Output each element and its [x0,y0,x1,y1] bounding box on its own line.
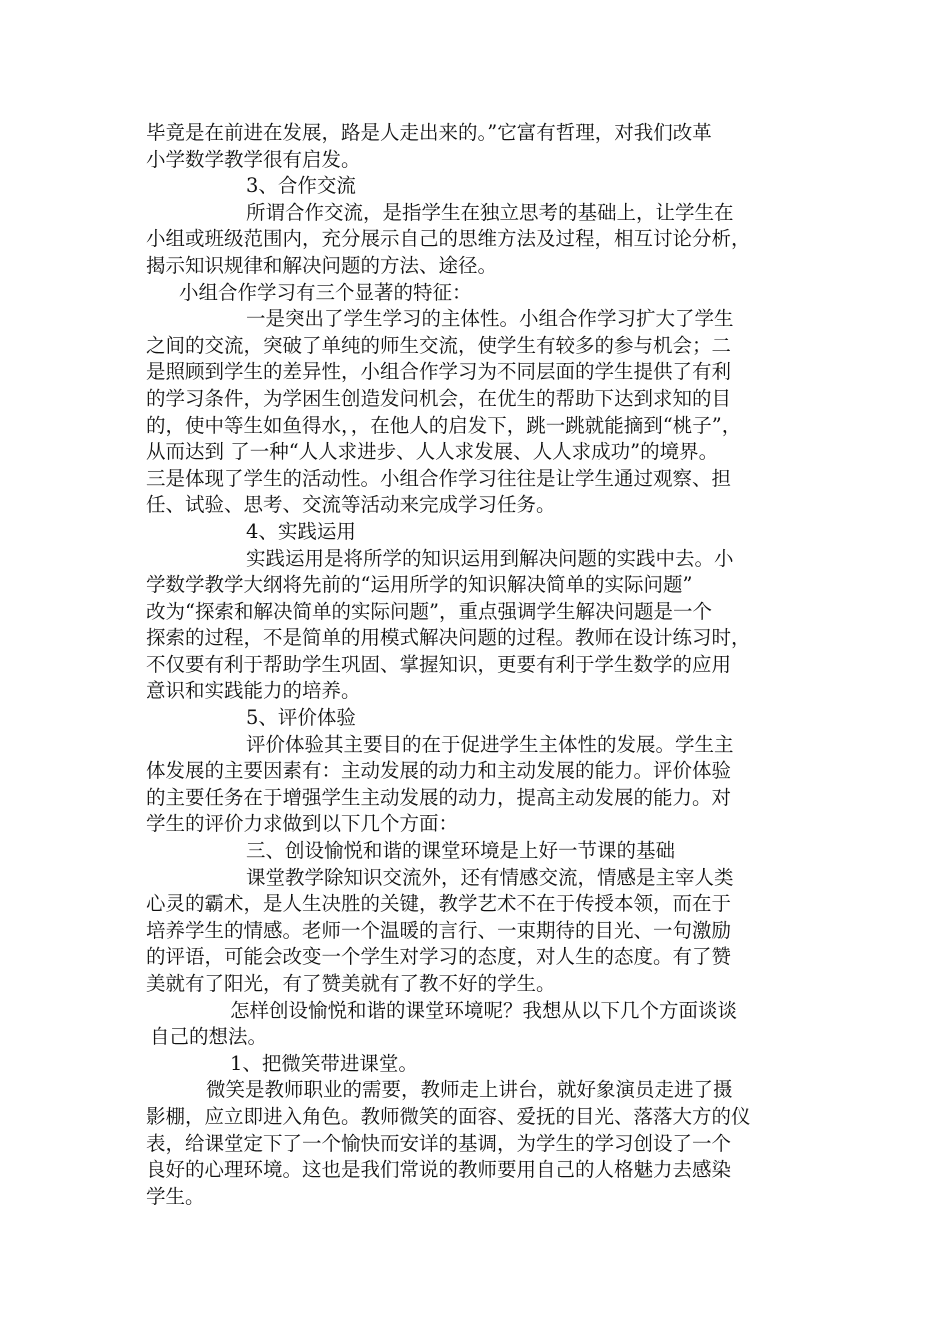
text-line: 揭示知识规律和解决问题的方法、途径。 [146,253,498,277]
text-line: 评价体验其主要目的在于促进学生主体性的发展。学生主 [246,732,734,756]
text-line: 的学习条件，为学困生创造发问机会，在优生的帮助下达到求知的目 [146,386,732,410]
text-line: 不仅要有利于帮助学生巩固、掌握知识，更要有利于学生数学的应用 [146,652,732,676]
text-line: 小组合作学习有三个显著的特征： [179,280,472,304]
text-line: 学生。 [146,1184,205,1208]
text-line: 探索的过程，不是简单的用模式解决问题的过程。教师在设计练习时， [146,626,751,650]
text-line: 良好的心理环境。这也是我们常说的教师要用自己的人格魅力去感染 [146,1158,732,1182]
text-line: 美就有了阳光，有了赞美就有了教不好的学生。 [146,972,556,995]
text-line: 是照顾到学生的差异性，小组合作学习为不同层面的学生提供了有利 [146,360,732,384]
text-line: 4、实践运用 [246,519,356,543]
text-line: 所谓合作交流，是指学生在独立思考的基础上，让学生在 [246,200,734,224]
text-line: 怎样创设愉悦和谐的课堂环境呢？我想从以下几个方面谈谈 [230,998,738,1022]
text-line: 培养学生的情感。老师一个温暖的言行、一束期待的目光、一句激励 [146,918,732,942]
text-line: 意识和实践能力的培养。 [146,679,361,703]
text-line: 影棚，应立即进入角色。教师微笑的面容、爱抚的目光、落落大方的仪 [146,1104,751,1128]
text-line: 三是体现了学生的活动性。小组合作学习往往是让学生通过观察、担 [146,466,732,490]
text-line: 小组或班级范围内，充分展示自己的思维方法及过程，相互讨论分析， [146,227,751,251]
text-line: 的评语，可能会改变一个学生对学习的态度，对人生的态度。有了赞 [146,945,732,969]
text-line: 表，给课堂定下了一个愉快而安详的基调，为学生的学习创设了一个 [146,1131,732,1155]
text-line: 课堂教学除知识交流外，还有情感交流，情感是主宰人类 [246,865,734,889]
text-line: 小学数学教学很有启发。 [146,147,361,171]
text-line: 的主要任务在于增强学生主动发展的动力，提高主动发展的能力。对 [146,785,732,809]
text-line: 一是突出了学生学习的主体性。小组合作学习扩大了学生 [246,307,734,331]
text-line: 学生的评价力求做到以下几个方面： [146,812,459,836]
text-line: 三、创设愉悦和谐的课堂环境是上好一节课的基础 [246,839,676,863]
text-line: 5、评价体验 [246,706,356,730]
text-line: 改为“探索和解决简单的实际问题”，重点强调学生解决问题是一个 [146,599,712,623]
text-line: 自己的想法。 [150,1025,268,1049]
text-line: 的，使中等生如鱼得水，，在他人的启发下，跳一跳就能摘到“桃子”， [146,413,742,437]
text-line: 微笑是教师职业的需要，教师走上讲台，就好象演员走进了摄 [206,1078,733,1102]
text-line: 毕竟是在前进在发展，路是人走出来的。”它富有哲理，对我们改革 [146,121,712,144]
text-line: 体发展的主要因素有：主动发展的动力和主动发展的能力。评价体验 [146,759,732,783]
text-line: 之间的交流，突破了单纯的师生交流，使学生有较多的参与机会；二 [146,333,732,357]
document-page [146,120,812,1210]
text-line: 3、合作交流 [246,174,356,198]
text-line: 从而达到 了一种“人人求进步、人人求发展、人人求成功”的境界。 [146,440,719,464]
text-line: 学数学教学大纲将先前的“运用所学的知识解决简单的实际问题” [146,573,693,597]
text-line: 实践运用是将所学的知识运用到解决问题的实践中去。小 [246,546,734,570]
text-line: 任、试验、思考、交流等活动来完成学习任务。 [146,493,556,517]
text-line: 1、把微笑带进课堂。 [230,1051,418,1075]
text-line: 心灵的霸术，是人生决胜的关键，教学艺术不在于传授本领，而在于 [146,892,732,916]
